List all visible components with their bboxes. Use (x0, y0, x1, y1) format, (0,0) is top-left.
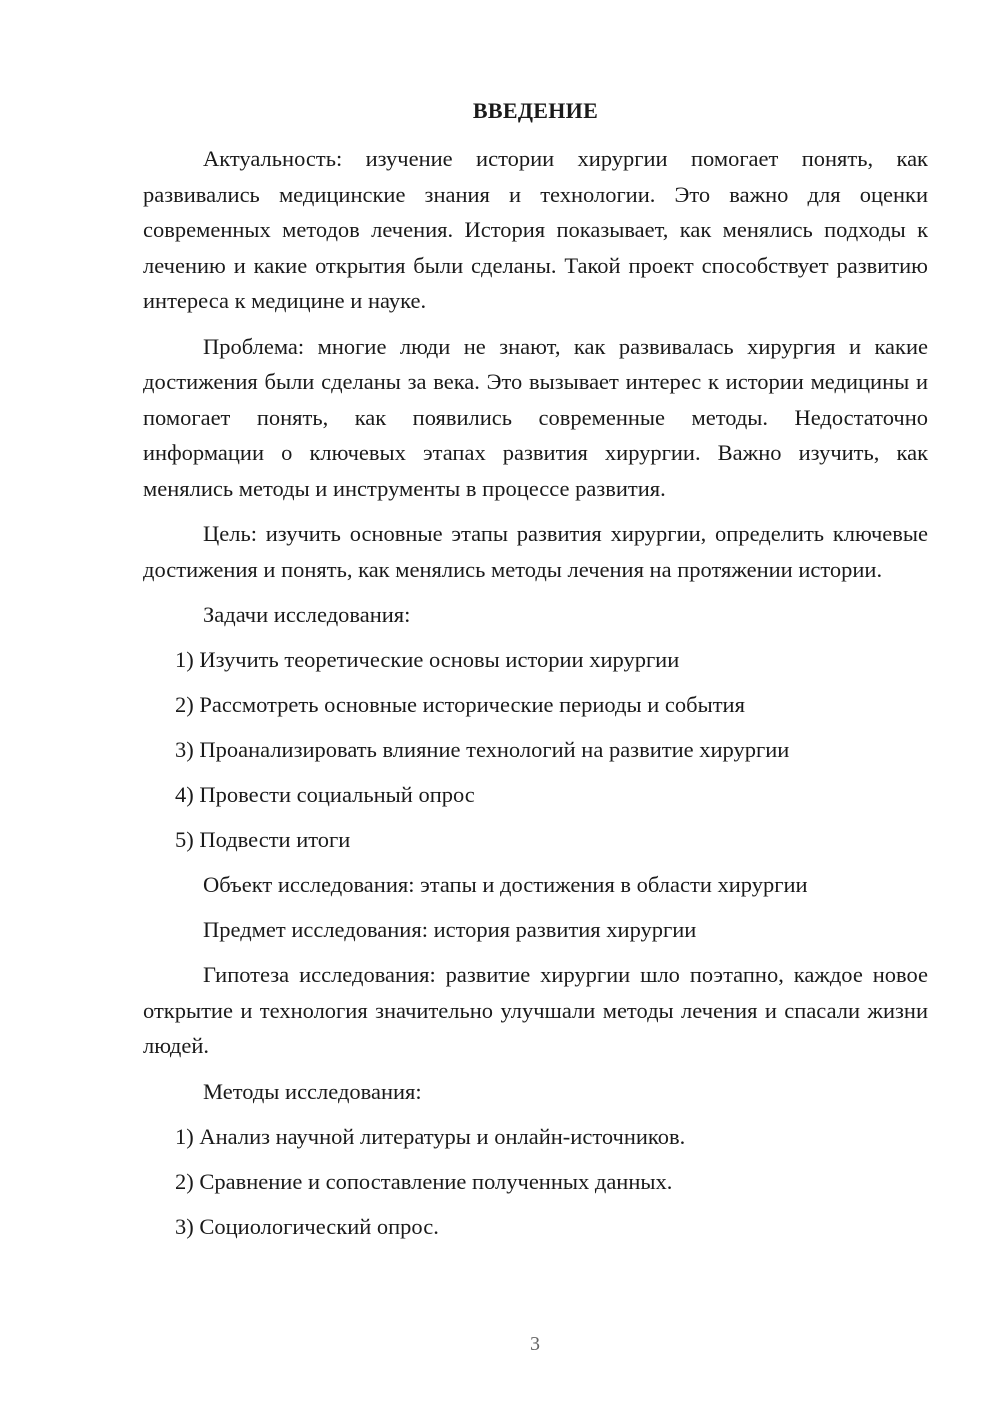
task-item: 3) Проанализировать влияние технологий на развитие хирургии (175, 737, 790, 762)
hypothesis-paragraph: Гипотеза исследования: развитие хирургии шло поэтапно, каждое новое открытие и технология значительно улучшали методы лечения и спасали жизни людей. (143, 962, 928, 1058)
research-subject: Предмет исследования: история развития хирургии (203, 917, 697, 942)
methods-title: Методы исследования: (203, 1078, 422, 1104)
document-body (143, 141, 928, 1254)
task-item: 2) Рассмотреть основные исторические периоды и события (175, 692, 745, 717)
page-number: 3 (530, 1333, 540, 1355)
research-object: Объект исследования: этапы и достижения в области хирургии (203, 872, 808, 897)
page-title: ВВЕДЕНИЕ (472, 98, 599, 123)
tasks-title: Задачи исследования: (203, 602, 411, 627)
problem-paragraph: Проблема: многие люди не знают, как развивалась хирургия и какие достижения были сделаны за века. Это вызывает интерес к истории медицины и помогает понять, как появились современные методы. Недостаточно информации о ключевых этапах развития хирургии. Важно изучить, как менялись методы и инструменты в процессе развития. (143, 333, 928, 501)
method-item: 2) Сравнение и сопоставление полученных данных. (175, 1168, 673, 1194)
method-item: 3) Социологический опрос. (175, 1213, 439, 1239)
method-item: 1) Анализ научной литературы и онлайн-источников. (175, 1123, 686, 1149)
relevance-paragraph: Актуальность: изучение истории хирургии помогает понять, как развивались медицинские знания и технологии. Это важно для оценки современных методов лечения. История показывает, как менялись подходы к лечению и какие открытия были сделаны. Такой проект способствует развитию интереса к медицине и науке. (143, 146, 928, 313)
task-item: 1) Изучить теоретические основы истории хирургии (175, 647, 680, 672)
task-item: 4) Провести социальный опрос (175, 782, 475, 807)
goal-paragraph: Цель: изучить основные этапы развития хирургии, определить ключевые достижения и понять, как менялись методы лечения на протяжении истории. (143, 521, 928, 582)
task-item: 5) Подвести итоги (175, 827, 351, 852)
